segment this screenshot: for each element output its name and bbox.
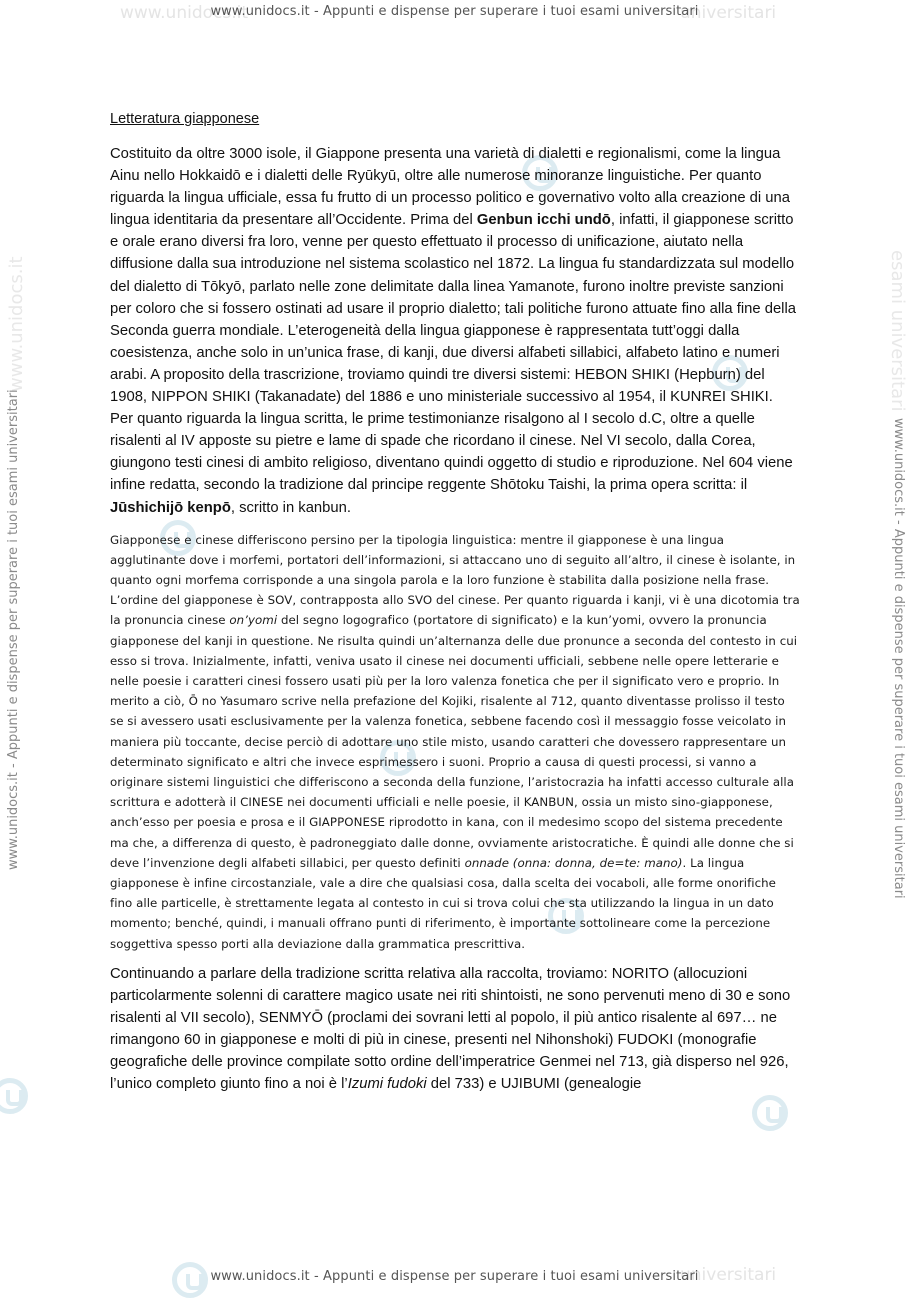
paragraph-text: , infatti, il giapponese scritto e orale erano diversi fra loro, venne per questo effettuato il processo di unificazione, aiutato nella diffusione dalla sua introduzione nel sistema scolastico nel 1872. La lingua fu standardizzata sul modello del dialetto di Tōkyō, parlato nelle zone delimitate dalla linea Yamanote, furono inoltre previste sanzioni per coloro che si fossero ostinati ad usare il proprio dialetto; tali politiche furono attuate fino alla fine della Seconda guerra mondiale. L’eterogeneità della lingua giapponese è rappresentata tutt’oggi dalla coesistenza, anche solo in un’unica frase, di kanji, due diversi alfabeti sillabici, alfabeto latino e numeri arabi. A proposito della trascrizione, troviamo quindi tre diversi sistemi: HEBON SHIKI (Hepburn) del 1908, NIPPON SHIKI (Takanadate) del 1886 e uno ministeriale successivo al 1954, il KUNREI SHIKI. Per quanto riguarda la lingua scritta, le prime testimonianze risalgono al I secolo d.C, oltre a quelle risalenti al IV apposte su pietre e lame di spade che ricordano il cinese. Nel VI secolo, dalla Corea, giungono testi cinesi di ambito religioso, diventano quindi oggetto di studio e riproduzione. Nel 604 viene infine redatta, secondo la tradizione dal principe reggente Shōtoku Taishi, la prima opera scritta: il [110,212,796,494]
paragraph-text: , scritto in kanbun. [230,499,351,516]
paragraph-text: . La lingua giapponese è infine circostanziale, vale a dire che qualsiasi cosa, dalla scelta dei vocaboli, alle forme onorifiche fino alle particelle, è strettamente legata al contesto in cui si trova colui che sta utilizzando la lingua in un dato momento; benché, quindi, i manuali offrano punti di riferimento, è importante sottolineare come la percezione soggettiva spesso porti alla deviazione dalla grammatica prescrittiva. [110,855,776,951]
paragraph-text: Costituito da oltre 3000 isole, il Giappone presenta una varietà di dialetti e regionalismi, come la lingua Ainu nello Hokkaidō e i dialetti delle Ryūkyū, oltre alle numerose minoranze linguistiche. Per quanto riguarda la lingua ufficiale, essa fu frutto di un processo politico e governativo volto alla creazione di una lingua identitaria da presentare all’Occidente. Prima del [110,146,790,229]
bold-term: Jūshichijō kenpō [110,499,231,516]
header-watermark: www.unidocs.it - Appunti e dispense per superare i tuoi esami universitari [210,4,699,19]
paragraph-typology [110,530,800,954]
italic-term: onnade (onna: donna, de=te: mano) [464,855,683,870]
side-faint-watermark-right: esami universitari [887,250,908,412]
italic-term: Izumi fudoki [347,1076,427,1093]
side-watermark-right: www.unidocs.it - Appunti e dispense per superare i tuoi esami universitari [891,418,906,899]
watermark-logo-icon [752,1095,788,1131]
watermark-logo-icon [0,1078,28,1114]
ghost-watermark-header-right: universitari [680,3,777,23]
watermark-logo-icon [172,1262,208,1298]
side-watermark-left: www.unidocs.it - Appunti e dispense per superare i tuoi esami universitari [6,389,21,870]
italic-term: on’yomi [229,613,278,628]
footer-watermark: www.unidocs.it - Appunti e dispense per superare i tuoi esami universitari [210,1269,699,1284]
bold-term: Genbun icchi undō [476,212,611,229]
side-faint-watermark-left: www.unidocs.it [6,256,27,392]
paragraph-text: del 733) e UJIBUMI (genealogie [426,1076,642,1093]
paragraph-text: del segno logografico (portatore di significato) e la kun’yomi, ovvero la pronuncia giapponese del kanji in questione. Ne risulta quindi un’alternanza delle due pronunce a seconda del contesto in cui esso si trova. Inizialmente, infatti, veniva usato il cinese nei documenti ufficiali, sebbene nelle opere letterarie e nelle poesie i caratteri cinesi fossero usati più per la loro valenza fonetica che per il significato vero e proprio. In merito a ciò, Ō no Yasumaro scrive nella prefazione del Kojiki, risalente al 712, quanto diventasse prolisso il testo se si avessero usati esclusivamente per la valenza fonetica, sebbene facendo così il messaggio fosse veicolato in maniera più toccante, decise perciò di adottare uno stile misto, usando caratteri che dovessero rappresentare un determinato significato e altri che invece esprimessero i suoni. Proprio a causa di questi processi, si vanno a originare sistemi linguistici che differiscono a seconda della funzione, l’aristocrazia ha infatti accesso culturale alla scrittura e adotterà il CINESE nei documenti ufficiali e nelle poesie, il KANBUN, ossia un misto sino-giapponese, anch’esso per poesia e prosa e il GIAPPONESE riprodotto in kana, con il medesimo scopo del sistema precedente ma che, a differenza di questo, è padroneggiato dalle donne, ovviamente aristocratiche. È quindi alle donne che si deve l’invenzione degli alfabeti sillabici, per questo definiti [110,613,798,870]
document-body [110,109,800,1095]
paragraph-tradition [110,963,800,1096]
ghost-watermark-footer-right: universitari [680,1265,777,1285]
ghost-watermark-header-left: www.unidocs.it [120,3,249,23]
paragraph-text: Continuando a parlare della tradizione scritta relativa alla raccolta, troviamo: NORITO (allocuzioni particolarmente solenni di carattere magico usate nei riti shintoisti, ne sono pervenuti meno di 30 e sono risalenti al VII secolo), SENMYŌ (proclami dei sovrani letti al popolo, il più antico risalente al 697… ne rimangono 60 in giapponese e molti di più in cinese, presenti nel Nihonshoki) FUDOKI (monografie geografiche delle province compilate sotto ordine dell’imperatrice Genmei nel 713, già disperso nel 926, l’unico completo giunto fino a noi è l’ [110,965,791,1093]
paragraph-text: Giapponese e cinese differiscono persino per la tipologia linguistica: mentre il giapponese è una lingua agglutinante dove i morfemi, portatori dell’informazioni, si attaccano uno di seguito all’altro, il cinese è isolante, in quanto ogni morfema corrisponde a una singola parola e la loro funzione è stabilita dalla posizione nella frase. L’ordine del giapponese è SOV, contrapposta allo SVO del cinese. Per quanto riguarda i kanji, vi è una dicotomia tra la pronuncia cinese [110,532,800,628]
paragraph-intro [110,143,800,519]
document-title: Letteratura giapponese [110,111,260,127]
